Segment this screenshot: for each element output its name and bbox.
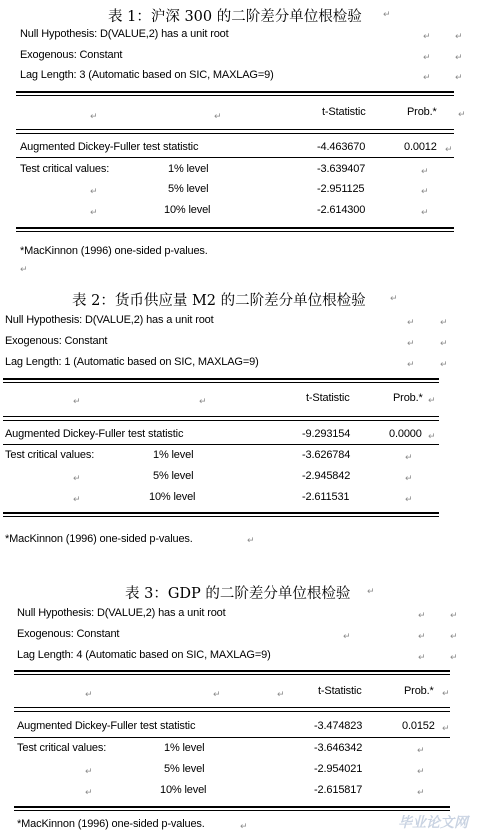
table-2-col-prob: Prob.* <box>393 392 423 404</box>
paragraph-mark: ↵ <box>20 264 28 274</box>
paragraph-mark: ↵ <box>455 31 463 41</box>
table-1-null-hypothesis: Null Hypothesis: D(VALUE,2) has a unit root <box>20 28 229 40</box>
table-3-header-rule <box>14 707 450 708</box>
paragraph-mark: ↵ <box>214 111 222 121</box>
table-1-lag-length: Lag Length: 3 (Automatic based on SIC, MAXLAG=9) <box>20 69 274 81</box>
table-3-adf-prob: 0.0152 <box>402 720 435 732</box>
paragraph-mark: ↵ <box>405 473 413 483</box>
table-2-level-1-value: -3.626784 <box>302 449 351 461</box>
paragraph-mark: ↵ <box>407 317 415 327</box>
paragraph-mark: ↵ <box>455 52 463 62</box>
paragraph-mark: ↵ <box>390 293 398 303</box>
table-2-lag-length: Lag Length: 1 (Automatic based on SIC, MAXLAG=9) <box>5 356 259 368</box>
paragraph-mark: ↵ <box>423 52 431 62</box>
table-1-bottom-rule <box>16 227 454 229</box>
table-3-footnote: *MacKinnon (1996) one-sided p-values. <box>17 818 205 830</box>
paragraph-mark: ↵ <box>247 535 255 545</box>
table-1-exogenous: Exogenous: Constant <box>20 49 123 61</box>
table-3-level-5: 5% level <box>164 763 205 775</box>
table-2-null-hypothesis: Null Hypothesis: D(VALUE,2) has a unit root <box>5 314 214 326</box>
table-3-exogenous: Exogenous: Constant <box>17 628 120 640</box>
table-2-level-10-value: -2.611531 <box>302 491 350 503</box>
paragraph-mark: ↵ <box>199 396 207 406</box>
paragraph-mark: ↵ <box>442 688 450 698</box>
table-3-level-5-value: -2.954021 <box>314 763 363 775</box>
table-3-level-10: 10% level <box>160 784 207 796</box>
paragraph-mark: ↵ <box>73 494 81 504</box>
table-3-title: 表 3：GDP 的二阶差分单位根检验 <box>125 586 351 602</box>
table-1-header-rule <box>16 129 454 130</box>
paragraph-mark: ↵ <box>417 766 425 776</box>
table-3-bottom-rule-inner <box>14 810 450 811</box>
paragraph-mark: ↵ <box>90 186 98 196</box>
paragraph-mark: ↵ <box>418 652 426 662</box>
paragraph-mark: ↵ <box>423 31 431 41</box>
paragraph-mark: ↵ <box>417 745 425 755</box>
paragraph-mark: ↵ <box>405 494 413 504</box>
watermark: 毕业论文网 <box>398 814 468 830</box>
table-2-level-5: 5% level <box>153 470 194 482</box>
paragraph-mark: ↵ <box>428 431 436 441</box>
paragraph-mark: ↵ <box>343 631 351 641</box>
paragraph-mark: ↵ <box>445 144 453 154</box>
table-3-top-rule-inner <box>14 674 450 675</box>
paragraph-mark: ↵ <box>455 72 463 82</box>
table-3-level-1: 1% level <box>164 742 205 754</box>
table-1-top-rule-inner <box>16 95 454 96</box>
table-1-level-1: 1% level <box>168 163 209 175</box>
paragraph-mark: ↵ <box>450 631 458 641</box>
table-3-level-10-value: -2.615817 <box>314 784 363 796</box>
paragraph-mark: ↵ <box>367 586 375 596</box>
paragraph-mark: ↵ <box>421 166 429 176</box>
paragraph-mark: ↵ <box>277 689 285 699</box>
table-1-critical-label: Test critical values: <box>20 163 110 175</box>
table-2-header-rule <box>3 416 439 417</box>
table-2-header-rule-inner <box>3 420 439 421</box>
table-3-col-prob: Prob.* <box>404 685 434 697</box>
table-3-col-tstat: t-Statistic <box>318 685 362 697</box>
paragraph-mark: ↵ <box>458 109 466 119</box>
table-2-adf-tstat: -9.293154 <box>302 428 351 440</box>
table-2-title: 表 2：货币供应量 M2 的二阶差分单位根检验 <box>72 293 366 309</box>
paragraph-mark: ↵ <box>442 723 450 733</box>
paragraph-mark: ↵ <box>405 452 413 462</box>
table-1-top-rule <box>16 91 454 93</box>
paragraph-mark: ↵ <box>440 359 448 369</box>
table-1-level-10-value: -2.614300 <box>317 204 366 216</box>
paragraph-mark: ↵ <box>428 395 436 405</box>
table-2-adf-label: Augmented Dickey-Fuller test statistic <box>5 428 184 440</box>
table-2-exogenous: Exogenous: Constant <box>5 335 108 347</box>
table-1-adf-rule <box>16 157 454 158</box>
paragraph-mark: ↵ <box>407 338 415 348</box>
table-2-adf-prob: 0.0000 <box>389 428 422 440</box>
table-1-level-10: 10% level <box>164 204 211 216</box>
table-1-adf-label: Augmented Dickey-Fuller test statistic <box>20 141 199 153</box>
paragraph-mark: ↵ <box>240 821 248 831</box>
paragraph-mark: ↵ <box>383 9 391 19</box>
paragraph-mark: ↵ <box>85 689 93 699</box>
table-3-bottom-rule <box>14 806 450 808</box>
paragraph-mark: ↵ <box>73 473 81 483</box>
table-3-top-rule <box>14 670 450 672</box>
table-1-title: 表 1：沪深 300 的二阶差分单位根检验 <box>108 9 362 25</box>
table-3-level-1-value: -3.646342 <box>314 742 363 754</box>
paragraph-mark: ↵ <box>90 207 98 217</box>
paragraph-mark: ↵ <box>418 631 426 641</box>
table-2-top-rule-inner <box>3 382 439 383</box>
paragraph-mark: ↵ <box>73 396 81 406</box>
paragraph-mark: ↵ <box>213 689 221 699</box>
table-1-col-tstat: t-Statistic <box>322 106 366 118</box>
table-1-level-1-value: -3.639407 <box>317 163 366 175</box>
table-1-adf-prob: 0.0012 <box>404 141 437 153</box>
paragraph-mark: ↵ <box>440 338 448 348</box>
table-2-bottom-rule-inner <box>3 516 439 517</box>
table-2-col-tstat: t-Statistic <box>306 392 350 404</box>
table-2-bottom-rule <box>3 512 439 514</box>
table-1-level-5: 5% level <box>168 183 209 195</box>
table-3-adf-label: Augmented Dickey-Fuller test statistic <box>17 720 196 732</box>
table-3-null-hypothesis: Null Hypothesis: D(VALUE,2) has a unit root <box>17 607 226 619</box>
table-2-level-5-value: -2.945842 <box>302 470 351 482</box>
table-3-adf-tstat: -3.474823 <box>314 720 363 732</box>
paragraph-mark: ↵ <box>90 111 98 121</box>
paragraph-mark: ↵ <box>418 610 426 620</box>
table-2-critical-label: Test critical values: <box>5 449 95 461</box>
paragraph-mark: ↵ <box>417 787 425 797</box>
paragraph-mark: ↵ <box>450 652 458 662</box>
table-2-adf-rule <box>3 444 439 445</box>
paragraph-mark: ↵ <box>423 72 431 82</box>
table-1-adf-tstat: -4.463670 <box>317 141 366 153</box>
table-1-bottom-rule-inner <box>16 231 454 232</box>
table-2-level-10: 10% level <box>149 491 196 503</box>
paragraph-mark: ↵ <box>450 610 458 620</box>
table-1-footnote: *MacKinnon (1996) one-sided p-values. <box>20 245 208 257</box>
table-3-lag-length: Lag Length: 4 (Automatic based on SIC, MAXLAG=9) <box>17 649 271 661</box>
table-3-header-rule-inner <box>14 711 450 712</box>
table-1-col-prob: Prob.* <box>407 106 437 118</box>
table-1-header-rule-inner <box>16 133 454 134</box>
paragraph-mark: ↵ <box>85 787 93 797</box>
paragraph-mark: ↵ <box>407 359 415 369</box>
table-2-level-1: 1% level <box>153 449 194 461</box>
paragraph-mark: ↵ <box>421 186 429 196</box>
table-3-critical-label: Test critical values: <box>17 742 107 754</box>
paragraph-mark: ↵ <box>440 317 448 327</box>
paragraph-mark: ↵ <box>85 766 93 776</box>
table-1-level-5-value: -2.951125 <box>317 183 365 195</box>
paragraph-mark: ↵ <box>421 207 429 217</box>
table-2-top-rule <box>3 378 439 380</box>
table-2-footnote: *MacKinnon (1996) one-sided p-values. <box>5 533 193 545</box>
table-3-adf-rule <box>14 737 450 738</box>
